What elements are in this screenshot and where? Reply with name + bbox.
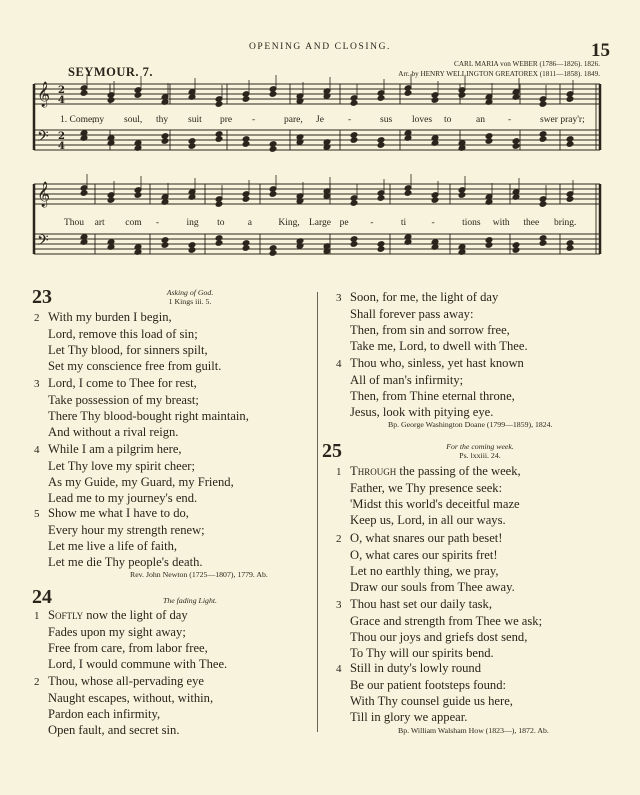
lyric-syllable: Large [309,218,331,228]
hymn-24-subject: The fading Light. [163,596,217,605]
lyric-syllable: art [94,218,105,228]
lyric-syllable: loves [412,115,433,125]
lyric-syllable: ing [186,218,199,228]
music-score [0,0,640,290]
arranger-credit: Arr. by HENRY WELLINGTON GREATOREX (1811—1858). 1849. [398,69,600,78]
lyric-syllable: my [92,115,105,125]
lyric-syllable: with [492,218,510,228]
hymn-25-scripture: Ps. lxxiii. 24. [459,451,501,460]
hymn-number-23: 23 [32,286,52,308]
hymn-25-attribution: Bp. William Walsham How (1823—), 1872. Ab. [398,726,549,735]
lyric-syllable: com [125,218,142,228]
svg-text:2: 2 [58,85,65,96]
hymn-number-24: 24 [32,586,52,608]
lyric-syllable: tions [462,218,481,228]
hymn-23-verse-5: 5 Show me what I have to do, Every hour my strength renew; Let me live a life of faith, Let me die Thy people's death. [34,506,205,569]
lyric-syllable: King, [278,218,300,228]
lyric-syllable: - [155,218,160,228]
hymn-25-subject: For the coming week. [446,442,514,451]
hymn-23-scripture: 1 Kings iii. 5. [168,297,212,306]
hymn-25-verse-4: 4 Still in duty's lowly round Be our patient footsteps found: With Thy counsel guide us here, Till in glory we appear. [336,661,513,724]
lyric-syllable: suit [188,115,202,125]
lyric-syllable: thy [156,115,169,125]
hymn-24-verse-2: 2 Thou, whose all-pervading eye Naught escapes, without, within, Pardon each infirmity, Open fault, and secret sin. [34,674,214,737]
svg-text:4: 4 [58,141,65,152]
lyric-syllable: 1. Come, [60,115,95,125]
hymn-23-subject: Asking of God. [166,288,214,297]
bass-clef-icon: 𝄢 [37,128,49,149]
lyric-syllable: soul, [124,115,143,125]
hymn-number-25: 25 [322,440,342,462]
running-header: OPENING AND CLOSING. [248,42,392,52]
tune-name: SEYMOUR. 7. [68,65,154,79]
lyric-syllable: to [444,115,452,125]
hymn-24-attribution: Bp. George Washington Doane (1799—1859), 1824. [388,420,553,429]
lyric-syllable: - [370,218,374,228]
lyric-syllable: bring. [554,218,577,228]
hymn-25-verse-3: 3 Thou hast set our daily task, Grace and strength from Thee we ask; Thou our joys and griefs dost send, To Thy will our spirits bend. [336,597,543,660]
treble-clef-icon: 𝄞 [37,82,51,107]
page-number: 15 [591,40,610,61]
lyric-syllable: ti [400,218,407,228]
composer-credit: CARL MARIA von WEBER (1786—1826). 1826. [454,60,600,68]
hymn-25-verse-2: 2 O, what snares our path beset! O, what cares our spirits fret! Let no earthly thing, we pray, Draw our souls from Thee away. [336,531,515,594]
lyric-syllable: - [348,115,352,125]
lyric-syllable: - [431,218,435,228]
lyric-syllable: pare, [284,115,303,125]
hymn-23-verse-3-right: 3 Soon, for me, the light of day Shall forever pass away: Then, from sin and sorrow free, Take me, Lord, to dwell with Thee. [336,290,528,353]
lyric-syllable: Thou [64,218,85,228]
treble-clef-icon: 𝄞 [37,182,51,207]
lyric-syllable: an [476,115,485,125]
hymn-23-attribution: Rev. John Newton (1725—1807), 1779. Ab. [130,570,268,579]
lyric-syllable: - [252,115,256,125]
hymn-23-verse-3: 3 Lord, I come to Thee for rest, Take possession of my breast; There Thy blood-bought right maintain, And without a rival reign. [34,376,249,439]
svg-text:2: 2 [58,131,65,142]
lyric-syllable: sus [380,115,393,125]
lyric-syllable: pe [339,218,349,228]
lyric-syllable: a [247,218,252,228]
lyric-syllable: - [508,115,512,125]
lyric-syllable: pre [220,115,233,125]
lyric-syllable: thee [523,218,540,228]
column-divider [317,292,318,732]
hymn-23-verse-4: 4 While I am a pilgrim here, Let Thy love my spirit cheer; As my Guide, my Guard, my Friend, Lead me to my journey's end. [34,442,234,505]
hymn-23-verse-2: 2 With my burden I begin, Lord, remove this load of sin; Let Thy blood, for sinners spilt, Set my conscience free from guilt. [34,310,222,373]
hymn-24-verse-1: 1 Softly now the light of day Fades upon my sight away; Free from care, from labor free, Lord, I would commune with Thee. [34,608,228,671]
svg-text:4: 4 [58,95,65,106]
lyric-syllable: swer pray'r; [540,115,585,125]
hymn-23-verse-4-right: 4 Thou who, sinless, yet hast known All of man's infirmity; Then, from Thine eternal throne, Jesus, look with pitying eye. [336,356,524,419]
lyric-syllable: Je [316,115,324,125]
hymn-25-verse-1: 1 Through the passing of the week, Father, we Thy presence seek: 'Midst this world's deceitful maze Keep us, Lord, in all our ways. [336,464,521,527]
lyric-syllable: to [217,218,225,228]
bass-clef-icon: 𝄢 [37,232,49,253]
